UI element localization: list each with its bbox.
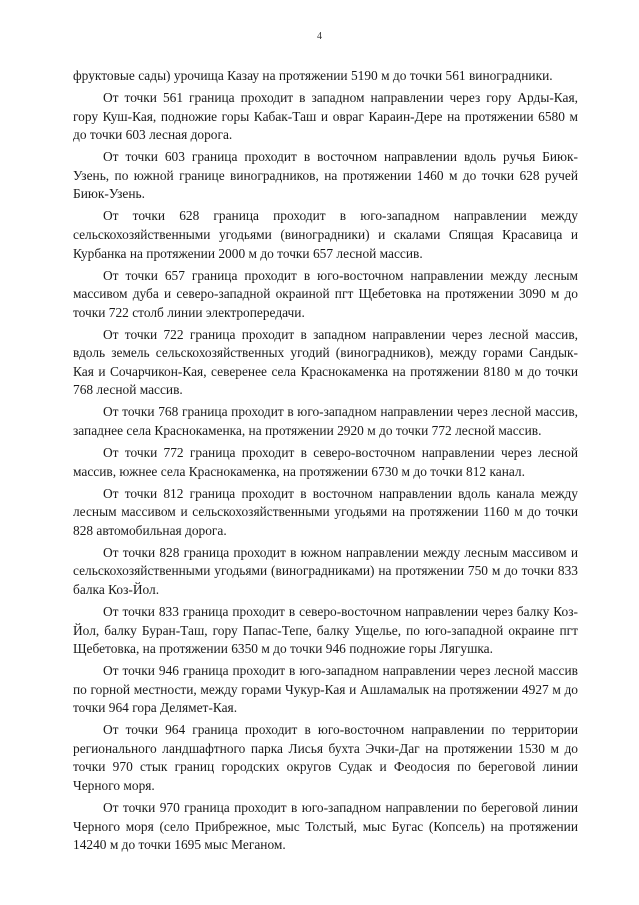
- paragraph-point-772: От точки 772 граница проходит в северо-восточном направлении через лесной массив, южнее села Краснокаменка, на протяжении 6730 м до точки 812 канал.: [73, 445, 578, 479]
- paragraph-point-946: От точки 946 граница проходит в юго-западном направлении через лесной массив по горной местности, между горами Чукур-Кая и Ашламалык на протяжении 4927 м до точки 964 гора Делямет-Кая.: [73, 663, 578, 716]
- paragraph-point-628: От точки 628 граница проходит в юго-западном направлении между сельскохозяйственными угодьями (виноградники) и скалами Спящая Красавица и Курбанка на протяжении 2000 м до точки 657 лесной массив.: [73, 208, 578, 261]
- document-body: [73, 67, 578, 858]
- paragraph-point-833: От точки 833 граница проходит в северо-восточном направлении через балку Коз-Йол, балку Буран-Таш, гору Папас-Тепе, балку Ущелье, по юго-западной окраине пгт Щебетовка, на протяжении 6350 м до точки 946 подножие горы Лягушка.: [73, 603, 578, 657]
- paragraph-point-657: От точки 657 граница проходит в юго-восточном направлении между лесным массивом дуба и северо-западной окраиной пгт Щебетовка на протяжении 3090 м до точки 722 столб линии электропередачи.: [73, 267, 578, 320]
- paragraph-point-561: От точки 561 граница проходит в западном направлении через гору Арды-Кая, гору Куш-Кая, подножие горы Кабак-Таш и овраг Караин-Дере на протяжении 6580 м до точки 603 лесная дорога.: [73, 89, 578, 143]
- paragraph-point-603: От точки 603 граница проходит в восточном направлении вдоль ручья Биюк-Узень, по южной границе виноградников, на протяжении 1460 м до точки 628 ручей Биюк-Узень.: [73, 149, 578, 202]
- page-number: 4: [317, 31, 322, 42]
- paragraph-point-722: От точки 722 граница проходит в западном направлении через лесной массив, вдоль земель сельскохозяйственных угодий (виноградников), между горами Сандык-Кая и Сочарчикон-Кая, северенее села Краснокаменка на протяжении 8180 м до точки 768 лесной массив.: [73, 326, 578, 398]
- paragraph-point-828: От точки 828 граница проходит в южном направлении между лесным массивом и сельскохозяйственными угодьями (виноградниками) на протяжении 750 м до точки 833 балка Коз-Йол.: [73, 544, 578, 597]
- paragraph-continuation: фруктовые сады) урочища Казау на протяжении 5190 м до точки 561 виноградники.: [73, 68, 553, 83]
- paragraph-point-970: От точки 970 граница проходит в юго-западном направлении по береговой линии Черного моря (село Прибрежное, мыс Толстый, мыс Бугас (Копсель) на протяжении 14240 м до точки 1695 мыс Меганом.: [73, 800, 578, 853]
- paragraph-point-964: От точки 964 граница проходит в юго-восточном направлении по территории регионального ландшафтного парка Лисья бухта Эчки-Даг на протяжении 1530 м до точки 970 стык границ городских округов Судак и Феодосия по береговой линии Черного моря.: [73, 722, 578, 794]
- paragraph-point-768: От точки 768 граница проходит в юго-западном направлении через лесной массив, западнее села Краснокаменка, на протяжении 2920 м до точки 772 лесной массив.: [73, 404, 578, 439]
- paragraph-point-812: От точки 812 граница проходит в восточном направлении вдоль канала между лесным массивом и сельскохозяйственными угодьями на протяжении 1160 м до точки 828 автомобильная дорога.: [73, 485, 578, 538]
